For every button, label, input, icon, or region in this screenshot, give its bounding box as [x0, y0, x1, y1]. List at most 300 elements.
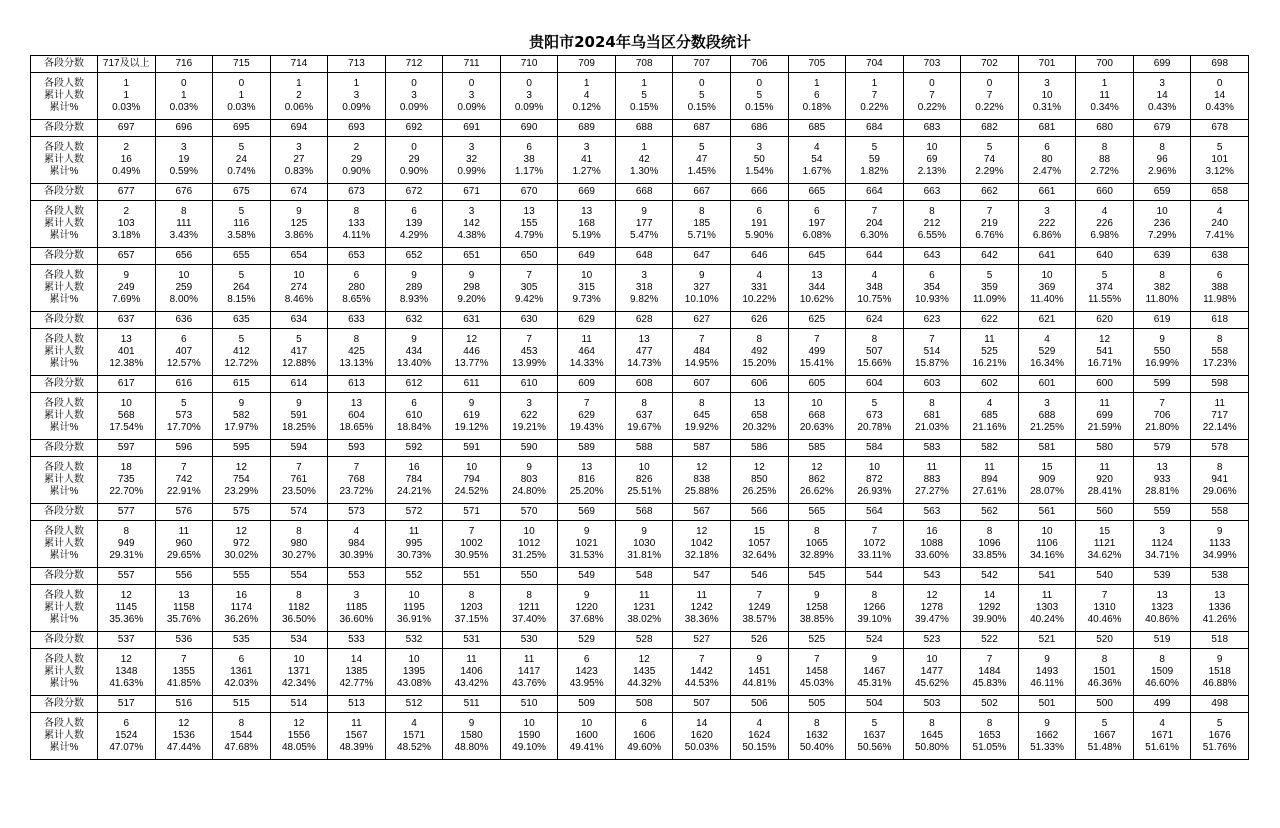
score-cell: 612	[385, 376, 443, 393]
percent-value: 34.16%	[1030, 550, 1064, 561]
data-cell	[558, 521, 616, 568]
count-value: 10	[1041, 526, 1053, 537]
data-cell	[846, 649, 904, 696]
count-value: 7	[1159, 398, 1165, 409]
score-cell: 554	[270, 568, 328, 585]
cumulative-value: 11	[1099, 90, 1110, 101]
percent-value: 20.32%	[742, 422, 777, 433]
cumulative-label: 累计人数	[44, 474, 84, 485]
cumulative-value: 4	[583, 90, 590, 101]
percent-value: 6.98%	[1090, 230, 1119, 241]
percent-value: 32.64%	[742, 550, 777, 561]
percent-value: 12.88%	[281, 358, 316, 369]
score-cell: 635	[213, 312, 271, 329]
score-cell: 549	[558, 568, 616, 585]
cumulative-value: 637	[635, 410, 653, 421]
count-value: 10	[926, 142, 938, 153]
percent-value: 8.15%	[227, 294, 256, 305]
count-value: 3	[583, 142, 590, 153]
percent-label: 累计%	[49, 742, 79, 753]
count-label: 各段人数	[44, 526, 84, 537]
percent-value: 51.61%	[1145, 742, 1180, 753]
data-row	[31, 457, 1249, 504]
percent-value: 5.19%	[572, 230, 601, 241]
percent-value: 30.95%	[454, 550, 489, 561]
percent-value: 43.42%	[454, 678, 489, 689]
score-cell: 610	[500, 376, 558, 393]
data-cell	[961, 649, 1019, 696]
cumulative-value: 568	[117, 410, 135, 421]
data-cell	[1018, 265, 1076, 312]
cumulative-value: 1012	[517, 538, 541, 549]
cumulative-value: 499	[808, 346, 826, 357]
count-value: 8	[1216, 334, 1223, 345]
data-cell	[1133, 713, 1191, 760]
count-value: 7	[526, 270, 532, 281]
cumulative-value: 1637	[863, 730, 886, 741]
score-cell: 574	[270, 504, 328, 521]
count-value: 15	[1099, 526, 1111, 537]
count-value: 11	[408, 526, 420, 537]
cumulative-value: 7	[871, 90, 878, 101]
score-cell: 608	[615, 376, 673, 393]
count-value: 8	[1101, 654, 1108, 665]
score-cell: 689	[558, 120, 616, 137]
count-value: 11	[926, 462, 938, 473]
percent-value: 0.43%	[1147, 102, 1177, 113]
data-cell	[443, 73, 501, 120]
percent-value: 15.87%	[914, 358, 949, 369]
data-cell	[213, 265, 271, 312]
score-cell: 505	[788, 696, 846, 713]
percent-value: 36.60%	[339, 614, 374, 625]
cumulative-value: 7	[929, 90, 935, 101]
cumulative-value: 1242	[690, 602, 713, 613]
percent-value: 25.88%	[684, 486, 719, 497]
percent-value: 21.25%	[1030, 422, 1064, 433]
score-cell: 510	[500, 696, 558, 713]
score-cell: 717及以上	[98, 56, 156, 73]
cumulative-value: 3	[526, 90, 532, 101]
score-cell: 542	[961, 568, 1019, 585]
data-row	[31, 201, 1249, 248]
score-cell: 656	[155, 248, 213, 265]
score-cell: 597	[98, 440, 156, 457]
cumulative-value: 425	[348, 346, 365, 357]
data-cell	[1191, 265, 1249, 312]
cumulative-value: 280	[348, 282, 365, 293]
cumulative-value: 38	[523, 154, 535, 165]
score-cell: 661	[1018, 184, 1076, 201]
count-value: 8	[238, 718, 245, 729]
data-cell	[385, 393, 443, 440]
data-cell	[155, 649, 213, 696]
cumulative-value: 1676	[1208, 730, 1231, 741]
score-cell: 618	[1191, 312, 1249, 329]
data-row	[31, 393, 1249, 440]
score-cell: 623	[903, 312, 961, 329]
count-value: 0	[986, 78, 993, 89]
cumulative-value: 177	[635, 218, 653, 229]
percent-value: 50.15%	[742, 742, 777, 753]
percent-value: 19.92%	[684, 422, 719, 433]
cumulative-value: 318	[635, 282, 653, 293]
count-value: 14	[350, 654, 363, 665]
score-cell: 511	[443, 696, 501, 713]
count-value: 3	[468, 142, 475, 153]
data-cell	[385, 713, 443, 760]
cumulative-value: 374	[1096, 282, 1113, 293]
count-label: 各段人数	[44, 334, 84, 345]
count-value: 8	[929, 206, 935, 217]
percent-value: 0.12%	[572, 102, 601, 113]
data-cell	[98, 649, 156, 696]
percent-value: 40.24%	[1030, 614, 1064, 625]
percent-label: 累计%	[49, 678, 79, 689]
score-cell: 681	[1018, 120, 1076, 137]
count-value: 12	[293, 718, 305, 729]
count-value: 5	[871, 718, 878, 729]
score-cell: 537	[98, 632, 156, 649]
data-cell	[961, 73, 1019, 120]
data-row-labels	[31, 521, 98, 568]
data-cell	[98, 585, 156, 632]
data-cell	[615, 457, 673, 504]
data-cell	[615, 73, 673, 120]
count-value: 6	[526, 142, 532, 153]
percent-value: 1.17%	[514, 166, 544, 177]
percent-label: 累计%	[49, 422, 79, 433]
cumulative-value: 717	[1211, 410, 1229, 421]
score-cell: 583	[903, 440, 961, 457]
data-cell	[1191, 457, 1249, 504]
cumulative-value: 331	[750, 282, 768, 293]
percent-value: 0.99%	[457, 166, 486, 177]
count-value: 8	[871, 590, 878, 601]
data-cell	[1018, 713, 1076, 760]
score-row-label: 各段分数	[31, 184, 98, 201]
cumulative-value: 1477	[920, 666, 944, 677]
cumulative-value: 1620	[690, 730, 713, 741]
percent-value: 44.53%	[684, 678, 719, 689]
data-cell	[98, 201, 156, 248]
score-cell: 716	[155, 56, 213, 73]
count-value: 0	[238, 78, 245, 89]
score-cell: 582	[961, 440, 1019, 457]
data-cell	[903, 73, 961, 120]
percent-value: 31.53%	[569, 550, 604, 561]
cumulative-value: 289	[405, 282, 423, 293]
score-cell: 687	[673, 120, 731, 137]
score-cell: 615	[213, 376, 271, 393]
percent-label: 累计%	[49, 230, 79, 241]
score-cell: 560	[1076, 504, 1134, 521]
cumulative-value: 872	[866, 474, 883, 485]
score-cell: 598	[1191, 376, 1249, 393]
data-cell	[155, 585, 213, 632]
data-cell	[558, 393, 616, 440]
percent-value: 24.80%	[512, 486, 547, 497]
score-cell: 657	[98, 248, 156, 265]
data-cell	[1076, 329, 1134, 376]
score-row-label: 各段分数	[31, 312, 98, 329]
count-label: 各段人数	[44, 398, 84, 409]
data-cell	[328, 585, 386, 632]
data-cell	[1191, 521, 1249, 568]
data-cell	[500, 137, 558, 184]
cumulative-value: 941	[1211, 474, 1229, 485]
percent-value: 0.15%	[745, 102, 774, 113]
cumulative-value: 754	[233, 474, 250, 485]
percent-value: 17.54%	[109, 422, 144, 433]
count-value: 2	[353, 142, 360, 153]
data-cell	[213, 713, 271, 760]
data-cell	[385, 521, 443, 568]
cumulative-value: 1632	[805, 730, 828, 741]
score-cell: 520	[1076, 632, 1134, 649]
score-cell: 703	[903, 56, 961, 73]
cumulative-value: 984	[348, 538, 365, 549]
data-cell	[385, 73, 443, 120]
score-cell: 680	[1076, 120, 1134, 137]
score-cell: 679	[1133, 120, 1191, 137]
data-cell	[903, 521, 961, 568]
cumulative-value: 1133	[1208, 538, 1231, 549]
score-cell: 646	[731, 248, 789, 265]
cumulative-value: 1	[238, 90, 245, 101]
cumulative-value: 16	[120, 154, 132, 165]
score-cell: 588	[615, 440, 673, 457]
count-value: 6	[353, 270, 360, 281]
data-cell	[731, 265, 789, 312]
cumulative-value: 10	[1041, 90, 1053, 101]
count-value: 13	[638, 334, 650, 345]
score-cell: 606	[731, 376, 789, 393]
cumulative-value: 1524	[115, 730, 138, 741]
count-value: 11	[639, 590, 650, 601]
count-label: 各段人数	[44, 142, 84, 153]
data-cell	[615, 649, 673, 696]
data-cell	[213, 521, 271, 568]
score-cell: 515	[213, 696, 271, 713]
data-cell	[500, 201, 558, 248]
cumulative-value: 1258	[805, 602, 828, 613]
score-cell: 645	[788, 248, 846, 265]
percent-value: 45.03%	[799, 678, 834, 689]
count-value: 5	[238, 142, 245, 153]
count-value: 1	[296, 78, 302, 89]
data-cell	[558, 585, 616, 632]
count-value: 13	[811, 270, 823, 281]
count-value: 11	[984, 462, 995, 473]
score-cell: 591	[443, 440, 501, 457]
percent-value: 23.29%	[224, 486, 259, 497]
percent-value: 30.39%	[339, 550, 374, 561]
cumulative-value: 1057	[748, 538, 771, 549]
score-cell: 558	[1191, 504, 1249, 521]
count-value: 13	[1214, 590, 1226, 601]
score-cell: 577	[98, 504, 156, 521]
data-cell	[1076, 393, 1134, 440]
cumulative-value: 464	[578, 346, 595, 357]
percent-value: 8.46%	[284, 294, 314, 305]
cumulative-value: 1467	[863, 666, 886, 677]
cumulative-value: 1158	[173, 602, 195, 613]
percent-value: 28.81%	[1145, 486, 1180, 497]
data-cell	[961, 585, 1019, 632]
count-value: 4	[871, 270, 878, 281]
score-cell: 695	[213, 120, 271, 137]
percent-value: 11.55%	[1087, 294, 1122, 305]
cumulative-value: 514	[923, 346, 941, 357]
score-header-row	[31, 184, 1249, 201]
score-cell: 625	[788, 312, 846, 329]
cumulative-label: 累计人数	[44, 346, 84, 357]
count-value: 3	[1159, 78, 1165, 89]
cumulative-value: 894	[981, 474, 998, 485]
data-row-labels	[31, 713, 98, 760]
percent-value: 43.95%	[569, 678, 604, 689]
count-value: 7	[583, 398, 590, 409]
cumulative-value: 1645	[920, 730, 944, 741]
cumulative-value: 622	[520, 410, 538, 421]
cumulative-value: 980	[290, 538, 308, 549]
count-value: 11	[1041, 590, 1053, 601]
cumulative-value: 1501	[1093, 666, 1116, 677]
cumulative-value: 645	[693, 410, 711, 421]
score-cell: 709	[558, 56, 616, 73]
count-label: 各段人数	[44, 718, 84, 729]
cumulative-value: 1220	[575, 602, 598, 613]
data-cell	[98, 393, 156, 440]
count-value: 0	[181, 78, 187, 89]
percent-value: 49.10%	[512, 742, 547, 753]
percent-value: 3.18%	[112, 230, 141, 241]
percent-value: 43.76%	[512, 678, 547, 689]
percent-value: 1.27%	[572, 166, 601, 177]
cumulative-value: 573	[175, 410, 193, 421]
cumulative-value: 541	[1096, 346, 1113, 357]
cumulative-value: 995	[405, 538, 423, 549]
cumulative-value: 3	[411, 90, 417, 101]
count-value: 12	[926, 590, 938, 601]
count-value: 13	[350, 398, 363, 409]
score-header-row	[31, 56, 1249, 73]
data-cell	[903, 713, 961, 760]
data-row	[31, 137, 1249, 184]
percent-value: 9.20%	[457, 294, 486, 305]
data-cell	[846, 713, 904, 760]
cumulative-value: 1	[181, 90, 187, 101]
count-value: 0	[411, 78, 417, 89]
cumulative-value: 1323	[1150, 602, 1174, 613]
data-row-labels	[31, 329, 98, 376]
count-value: 4	[1101, 206, 1108, 217]
cumulative-value: 610	[405, 410, 423, 421]
score-cell: 572	[385, 504, 443, 521]
percent-label: 累计%	[49, 486, 79, 497]
count-value: 3	[353, 590, 360, 601]
data-cell	[731, 521, 789, 568]
score-cell: 524	[846, 632, 904, 649]
percent-value: 0.43%	[1205, 102, 1234, 113]
data-row-labels	[31, 265, 98, 312]
data-cell	[1076, 585, 1134, 632]
data-cell	[213, 73, 271, 120]
count-value: 13	[523, 206, 535, 217]
count-value: 7	[468, 526, 475, 537]
cumulative-value: 14	[1156, 90, 1168, 101]
cumulative-value: 949	[117, 538, 135, 549]
score-cell: 622	[961, 312, 1019, 329]
count-value: 12	[753, 462, 765, 473]
score-cell: 638	[1191, 248, 1249, 265]
cumulative-value: 1292	[978, 602, 1001, 613]
data-row-labels	[31, 393, 98, 440]
score-cell: 547	[673, 568, 731, 585]
count-value: 6	[1216, 270, 1223, 281]
percent-value: 33.85%	[972, 550, 1007, 561]
count-value: 5	[181, 398, 187, 409]
count-value: 9	[641, 206, 647, 217]
score-cell: 602	[961, 376, 1019, 393]
percent-value: 20.63%	[799, 422, 834, 433]
count-value: 9	[1044, 718, 1050, 729]
count-value: 8	[871, 334, 878, 345]
percent-value: 40.86%	[1145, 614, 1180, 625]
score-cell: 595	[213, 440, 271, 457]
percent-value: 33.11%	[857, 550, 891, 561]
data-cell	[903, 649, 961, 696]
cumulative-value: 735	[117, 474, 135, 485]
score-cell: 514	[270, 696, 328, 713]
score-cell: 682	[961, 120, 1019, 137]
score-cell: 557	[98, 568, 156, 585]
percent-value: 21.59%	[1087, 422, 1122, 433]
count-value: 10	[523, 718, 535, 729]
percent-value: 15.20%	[742, 358, 777, 369]
data-cell	[1133, 137, 1191, 184]
score-cell: 536	[155, 632, 213, 649]
data-cell	[1018, 393, 1076, 440]
data-cell	[270, 73, 328, 120]
score-cell: 632	[385, 312, 443, 329]
percent-value: 15.66%	[857, 358, 892, 369]
count-value: 3	[296, 142, 302, 153]
percent-value: 15.41%	[799, 358, 834, 369]
cumulative-value: 1348	[115, 666, 138, 677]
score-cell: 535	[213, 632, 271, 649]
data-cell	[328, 521, 386, 568]
data-row	[31, 585, 1249, 632]
data-cell	[328, 329, 386, 376]
cumulative-value: 1667	[1093, 730, 1116, 741]
count-value: 1	[641, 142, 647, 153]
count-value: 4	[1159, 718, 1165, 729]
data-cell	[443, 265, 501, 312]
percent-value: 0.03%	[112, 102, 141, 113]
percent-value: 26.25%	[742, 486, 777, 497]
count-value: 0	[929, 78, 935, 89]
percent-value: 48.05%	[281, 742, 316, 753]
data-cell	[270, 649, 328, 696]
percent-value: 50.56%	[857, 742, 892, 753]
cumulative-value: 558	[1211, 346, 1229, 357]
data-cell	[1076, 521, 1134, 568]
count-value: 4	[411, 718, 417, 729]
percent-value: 2.13%	[917, 166, 947, 177]
count-value: 9	[1216, 526, 1223, 537]
